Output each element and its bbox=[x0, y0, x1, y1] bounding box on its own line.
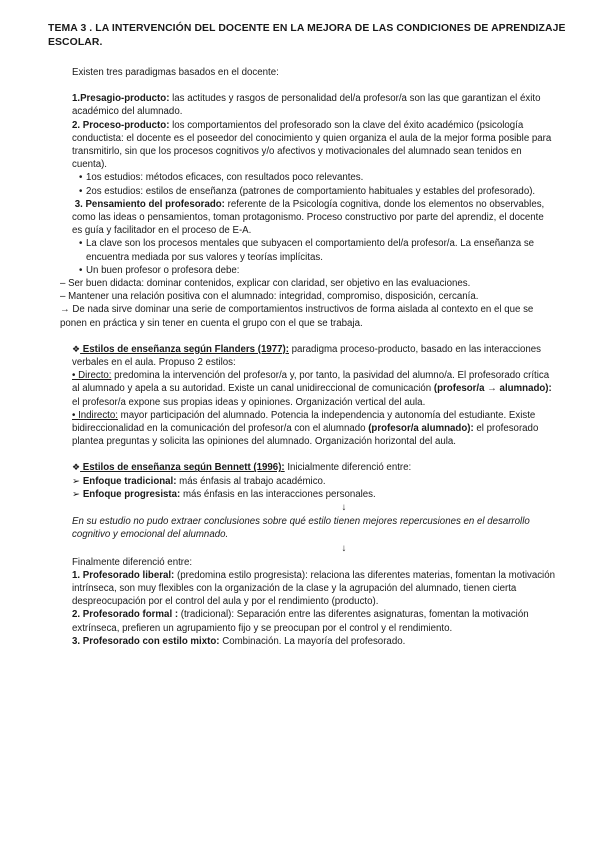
list-item-text: más énfasis en las interacciones personales. bbox=[180, 488, 376, 500]
bullet-icon: • bbox=[79, 238, 83, 250]
list-item-text: 1os estudios: métodos eficaces, con resultados poco relevantes. bbox=[86, 172, 364, 184]
paradigm-pensamiento bbox=[72, 198, 556, 238]
bennett-mixto bbox=[72, 635, 556, 648]
intro-text: Existen tres paradigmas basados en el docente: bbox=[72, 67, 279, 78]
down-arrow-icon: ↓ bbox=[341, 542, 347, 554]
arrow-bullet-icon: ➢ bbox=[72, 475, 81, 487]
flanders-indirecto-bold: (profesor/a alumnado): bbox=[368, 423, 474, 435]
list-item-text: más énfasis al trabajo académico. bbox=[176, 475, 326, 487]
dash-item: – Ser buen didacta: dominar contenidos, explicar con claridad, ser objetivo en las evaluaciones. bbox=[60, 278, 471, 290]
bennett-conclusion: En su estudio no pudo extraer conclusiones sobre qué estilo tienen mejores repercusiones en el desarrollo cognitivo y emocional del alumnado. bbox=[72, 516, 530, 541]
bennett-liberal-text: (predomina estilo progresista): relaciona las diferentes materias, fomentan la motivación intrínseca, son muy flexibles con la organización de la clase y la agrupación del alumnado, tienen cierta despreocupación por el control del aula y por el rendimiento (producto). bbox=[72, 569, 555, 608]
paradigm-proceso-text: los comportamientos del profesorado son la clave del éxito académico (psicología conductista: el docente es el poseedor del conocimiento y quien organiza el aula de la mejor forma posible para transmitirlo, sin que los procesos cognitivos y/o afectivos y motivacionales del alumnado sean tenidos en cuenta). bbox=[72, 119, 552, 171]
document-title: TEMA 3 . LA INTERVENCIÓN DEL DOCENTE EN LA MEJORA DE LAS CONDICIONES DE APRENDIZAJE ESCOLAR. bbox=[48, 23, 566, 48]
flanders-section bbox=[72, 343, 556, 369]
flanders-indirecto-label: • Indirecto: bbox=[72, 409, 118, 421]
list-item bbox=[72, 171, 556, 184]
bullet-icon: • bbox=[79, 185, 83, 197]
list-item-text: 2os estudios: estilos de enseñanza (patrones de comportamiento habituales y estables del profesorado). bbox=[86, 185, 536, 197]
document-body bbox=[60, 66, 556, 648]
bennett-final-intro: Finalmente diferenció entre: bbox=[72, 556, 193, 568]
bennett-text: Inicialmente diferenció entre: bbox=[284, 462, 412, 474]
list-item bbox=[72, 237, 556, 263]
bennett-heading: Estilos de enseñanza según Bennett (1996): bbox=[80, 462, 285, 474]
dash-item: → De nada sirve dominar una serie de comportamientos instructivos de forma aislada al contexto en el que se ponen en práctica y sin tener en cuenta el grupo con el que se trabaja. bbox=[60, 304, 534, 329]
bennett-formal-heading: 2. Profesorado formal : bbox=[72, 609, 179, 621]
paradigm-presagio bbox=[72, 92, 556, 118]
paradigm-proceso bbox=[72, 119, 556, 172]
bullet-icon: • bbox=[79, 264, 83, 276]
flanders-indirecto-text: mayor participación del alumnado. Potencia la independencia y autonomía del estudiante. Existe bidireccionalidad en la comunicación del profesor/a con el alumnado bbox=[72, 409, 536, 435]
bennett-liberal-heading: 1. Profesorado liberal: bbox=[72, 569, 175, 581]
down-arrow-icon: ↓ bbox=[341, 502, 347, 514]
bennett-formal bbox=[72, 608, 556, 634]
diamond-icon: ❖ bbox=[72, 462, 81, 473]
bennett-mixto-text: Combinación. La mayoría del profesorado. bbox=[219, 635, 406, 647]
flanders-directo-text2: el profesor/a expone sus propias ideas y opiniones. Organización vertical del aula. bbox=[72, 396, 426, 408]
list-item bbox=[72, 488, 556, 501]
flanders-text: paradigma proceso-producto, basado en las interacciones verbales en el aula. Propuso 2 estilos: bbox=[72, 343, 541, 369]
list-item bbox=[72, 264, 556, 277]
flanders-directo-label: • Directo: bbox=[72, 370, 112, 382]
bennett-enfoque-tradicional: Enfoque tradicional: bbox=[80, 475, 177, 487]
flanders-indirecto bbox=[72, 409, 556, 449]
arrow-bullet-icon: ➢ bbox=[72, 488, 81, 500]
bennett-liberal bbox=[72, 569, 556, 609]
dash-item: – Mantener una relación positiva con el alumnado: integridad, compromiso, disposición, cercanía. bbox=[60, 291, 479, 303]
bennett-enfoque-progresista: Enfoque progresista: bbox=[80, 488, 181, 500]
paradigm-pensamiento-heading: 3. Pensamiento del profesorado: bbox=[74, 198, 225, 210]
flanders-directo bbox=[72, 369, 556, 409]
flanders-directo-bold: (profesor/a → alumnado): bbox=[433, 383, 552, 395]
list-item-text: Un buen profesor o profesora debe: bbox=[86, 264, 240, 276]
paradigm-proceso-heading: 2. Proceso-producto: bbox=[72, 119, 170, 131]
list-item bbox=[72, 475, 556, 488]
list-item bbox=[72, 185, 556, 198]
bullet-icon: • bbox=[79, 172, 83, 184]
paradigm-presagio-text: las actitudes y rasgos de personalidad del/a profesor/a son las que garantizan el éxito académico del alumnado. bbox=[72, 93, 541, 118]
paradigm-pensamiento-text: referente de la Psicología cognitiva, donde los elementos no observables, como las ideas o pensamientos, toman protagonismo. Proceso constructivo por parte del aprendiz, el docente es guía y facilitador en el proceso de E-A. bbox=[72, 198, 545, 237]
flanders-directo-text: predomina la intervención del profesor/a y, por tanto, la pasividad del alumno/a. El profesorado crítica al alumnado y apela a su autoridad. Existe un canal unidireccional de comunicación bbox=[72, 370, 550, 395]
paradigm-presagio-heading: 1.Presagio-producto: bbox=[72, 93, 170, 105]
bennett-formal-text: (tradicional): Separación entre las diferentes asignaturas, fomentan la motivación extrínseca, prefieren un agrupamiento fijo y se preocupan por el control y el rendimiento. bbox=[72, 609, 529, 634]
list-item-text: La clave son los procesos mentales que subyacen el comportamiento del/a profesor/a. La enseñanza se encuentra mediada por sus valores y teorías implícitas. bbox=[86, 238, 535, 263]
flanders-indirecto-text2: el profesorado plantea preguntas y solicita las opiniones del alumnado. Organización horizontal del aula. bbox=[72, 423, 539, 448]
flanders-heading: Estilos de enseñanza según Flanders (1977): bbox=[80, 343, 289, 355]
diamond-icon: ❖ bbox=[72, 343, 81, 354]
bennett-section bbox=[72, 461, 556, 474]
bennett-mixto-heading: 3. Profesorado con estilo mixto: bbox=[72, 635, 220, 647]
